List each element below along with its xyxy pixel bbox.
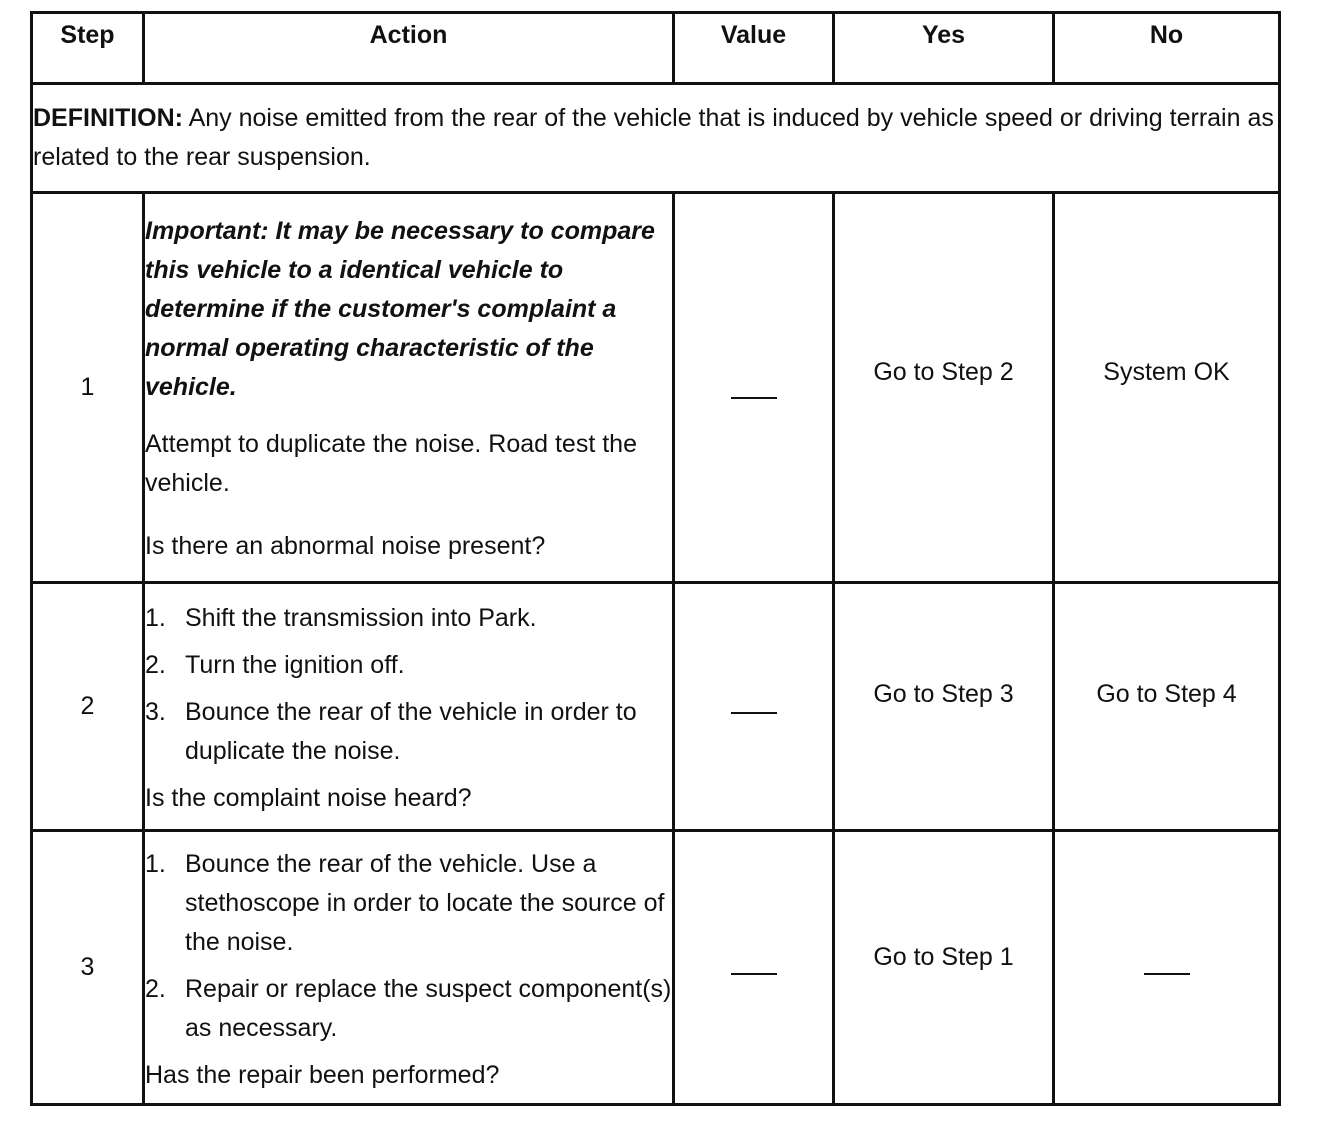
definition-label: DEFINITION: [33, 104, 183, 132]
header-step: Step [32, 13, 144, 84]
value-cell [674, 583, 834, 831]
value-cell [674, 831, 834, 1105]
step-number: 2 [32, 583, 144, 831]
item-number: 2. [145, 651, 166, 679]
step-number: 3 [32, 831, 144, 1105]
item-text: Bounce the rear of the vehicle. Use a stethoscope in order to locate the source of the noise. [185, 849, 665, 956]
item-number: 1. [145, 849, 166, 878]
question-text: Is the complaint noise heard? [145, 784, 472, 812]
action-cell [144, 831, 674, 1105]
action-list-item [145, 693, 672, 771]
header-no: No [1054, 13, 1280, 84]
action-list-item [145, 646, 672, 685]
question-text: Is there an abnormal noise present? [145, 531, 546, 560]
item-number: 1. [145, 604, 166, 632]
item-number: 2. [145, 974, 166, 1003]
item-number: 3. [145, 698, 166, 726]
action-list-item [145, 599, 672, 638]
yes-cell: Go to Step 2 [834, 193, 1054, 583]
instruction-text: Attempt to duplicate the noise. Road test the vehicle. [145, 429, 637, 497]
question-text: Has the repair been performed? [145, 1060, 500, 1089]
no-cell: System OK [1054, 193, 1280, 583]
header-yes: Yes [834, 13, 1054, 84]
item-text: Turn the ignition off. [185, 651, 405, 679]
yes-cell: Go to Step 3 [834, 583, 1054, 831]
action-list [145, 599, 672, 771]
dash-mark [731, 712, 777, 714]
dash-mark [731, 973, 777, 975]
item-text: Repair or replace the suspect component(s) as necessary. [185, 974, 672, 1042]
action-list [145, 845, 672, 1048]
action-cell [144, 583, 674, 831]
header-row [32, 13, 1280, 84]
definition-text: Any noise emitted from the rear of the vehicle that is induced by vehicle speed or driving terrain as related to the rear suspension. [33, 104, 1274, 171]
action-list-item [145, 970, 672, 1048]
definition-row [32, 84, 1280, 193]
table-row-step-2 [32, 583, 1280, 831]
table-row-step-3 [32, 831, 1280, 1105]
dash-mark [731, 397, 777, 399]
no-cell [1054, 831, 1280, 1105]
header-value: Value [674, 13, 834, 84]
header-action: Action [144, 13, 674, 84]
item-text: Shift the transmission into Park. [185, 604, 537, 632]
dash-mark [1144, 973, 1190, 975]
important-note: Important: It may be necessary to compare this vehicle to a identical vehicle to determine if the customer's complaint a normal operating characteristic of the vehicle. [145, 216, 655, 401]
diagnostic-table [30, 11, 1281, 1106]
item-text: Bounce the rear of the vehicle in order to duplicate the noise. [185, 698, 637, 765]
no-cell: Go to Step 4 [1054, 583, 1280, 831]
action-list-item [145, 845, 672, 962]
action-cell [144, 193, 674, 583]
step-number: 1 [32, 193, 144, 583]
definition-cell [32, 84, 1280, 193]
value-cell [674, 193, 834, 583]
table-row-step-1 [32, 193, 1280, 583]
yes-cell: Go to Step 1 [834, 831, 1054, 1105]
